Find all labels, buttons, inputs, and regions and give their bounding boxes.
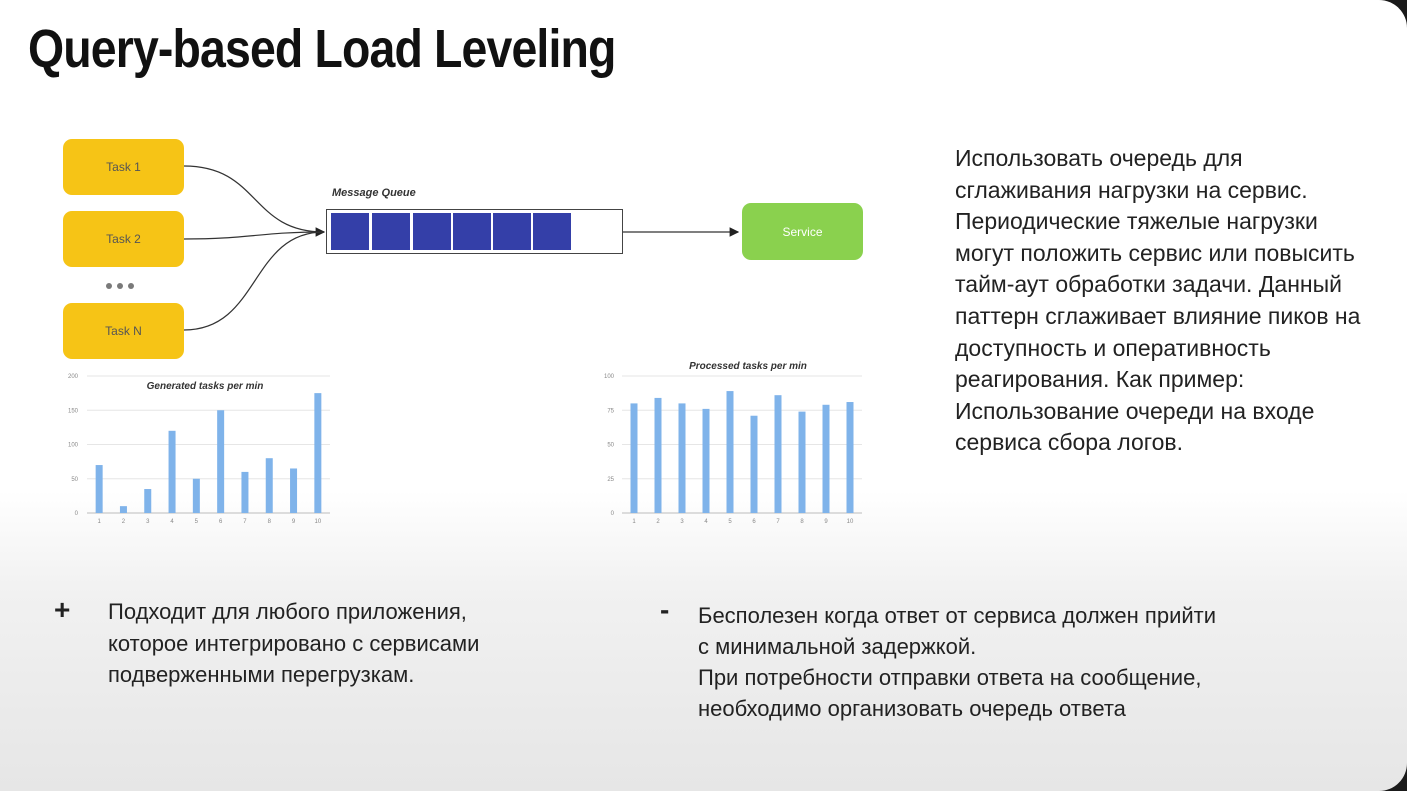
queue-item <box>413 213 451 250</box>
x-tick-label: 2 <box>121 519 126 525</box>
pros-text: Подходит для любого приложения, которое интегрировано с сервисами подверженными перегрузкам. <box>108 599 480 687</box>
slide-title: Query-based Load Leveling <box>28 19 616 79</box>
y-tick-label: 50 <box>71 476 78 483</box>
bar <box>751 416 758 513</box>
x-tick-label: 10 <box>314 519 322 525</box>
connector-task1 <box>184 166 324 232</box>
connector-taskn <box>184 232 324 330</box>
bar <box>290 468 297 513</box>
y-tick-label: 50 <box>607 442 614 449</box>
cons-line: При потребности отправки ответа на сообщение, <box>698 665 1202 690</box>
x-tick-label: 8 <box>800 519 804 525</box>
x-tick-label: 6 <box>218 519 223 525</box>
x-tick-label: 4 <box>704 519 708 525</box>
message-queue <box>326 209 623 254</box>
bar <box>799 412 806 513</box>
queue-item <box>453 213 491 250</box>
x-tick-label: 5 <box>194 519 199 525</box>
message-queue-label: Message Queue <box>332 187 416 199</box>
y-tick-label: 100 <box>603 374 614 380</box>
bar <box>144 489 151 513</box>
x-tick-label: 3 <box>146 519 150 525</box>
y-tick-label: 75 <box>607 408 614 415</box>
x-tick-label: 1 <box>97 519 101 525</box>
bar <box>193 479 200 513</box>
y-tick-label: 200 <box>67 374 78 380</box>
bar <box>314 393 321 513</box>
bar <box>169 431 176 513</box>
bar <box>775 395 782 513</box>
ellipsis-dots <box>106 280 139 292</box>
chart-title: Generated tasks per min <box>146 381 264 392</box>
queue-item <box>372 213 410 250</box>
cons-line: необходимо организовать очередь ответа <box>698 696 1126 721</box>
service-box: Service <box>742 203 863 260</box>
x-tick-label: 10 <box>846 519 854 525</box>
cons-line: Бесполезен когда ответ от сервиса должен прийти <box>698 603 1217 628</box>
plus-icon: + <box>54 594 71 625</box>
x-tick-label: 6 <box>752 519 756 525</box>
x-tick-label: 8 <box>267 519 271 525</box>
y-tick-label: 100 <box>67 442 78 449</box>
x-tick-label: 5 <box>728 519 732 525</box>
bar <box>266 458 273 513</box>
x-tick-label: 4 <box>170 519 174 525</box>
bar <box>679 403 686 513</box>
x-tick-label: 1 <box>632 519 636 525</box>
x-tick-label: 7 <box>243 519 247 525</box>
cons-line: с минимальной задержкой. <box>698 634 977 659</box>
bar <box>703 409 710 513</box>
x-tick-label: 9 <box>824 519 828 525</box>
queue-item <box>493 213 531 250</box>
x-tick-label: 9 <box>291 519 296 525</box>
task-1-box: Task 1 <box>63 139 184 195</box>
x-tick-label: 2 <box>656 519 660 525</box>
queue-item <box>331 213 369 250</box>
y-tick-label: 25 <box>607 476 614 483</box>
bar <box>655 398 662 513</box>
minus-icon: - <box>660 594 670 625</box>
bar <box>727 391 734 513</box>
y-tick-label: 0 <box>610 511 614 517</box>
bar <box>241 472 248 513</box>
queue-item <box>533 213 571 250</box>
cons-text <box>698 600 1358 724</box>
y-tick-label: 0 <box>74 511 78 517</box>
chart-processed <box>604 361 862 525</box>
bar <box>96 465 103 513</box>
chart-title: Processed tasks per min <box>689 361 807 372</box>
y-tick-label: 150 <box>67 408 78 415</box>
x-tick-label: 3 <box>680 519 684 525</box>
x-tick-label: 7 <box>776 519 780 525</box>
bar <box>217 410 224 513</box>
task-n-box: Task N <box>63 303 184 359</box>
bar <box>120 506 127 513</box>
task-2-box: Task 2 <box>63 211 184 267</box>
bar <box>847 402 854 513</box>
bar <box>823 405 830 513</box>
description-text: Использовать очередь для сглаживания нагрузки на сервис. Периодические тяжелые нагрузки могут положить сервис или повысить тайм-аут обработки задачи. Данный паттерн сглаживает влияние пиков на доступность и оперативность реагирования. Как пример: Использование очереди на входе сервиса сбора логов. <box>955 145 1361 456</box>
chart-generated <box>68 374 330 525</box>
bar <box>631 403 638 513</box>
